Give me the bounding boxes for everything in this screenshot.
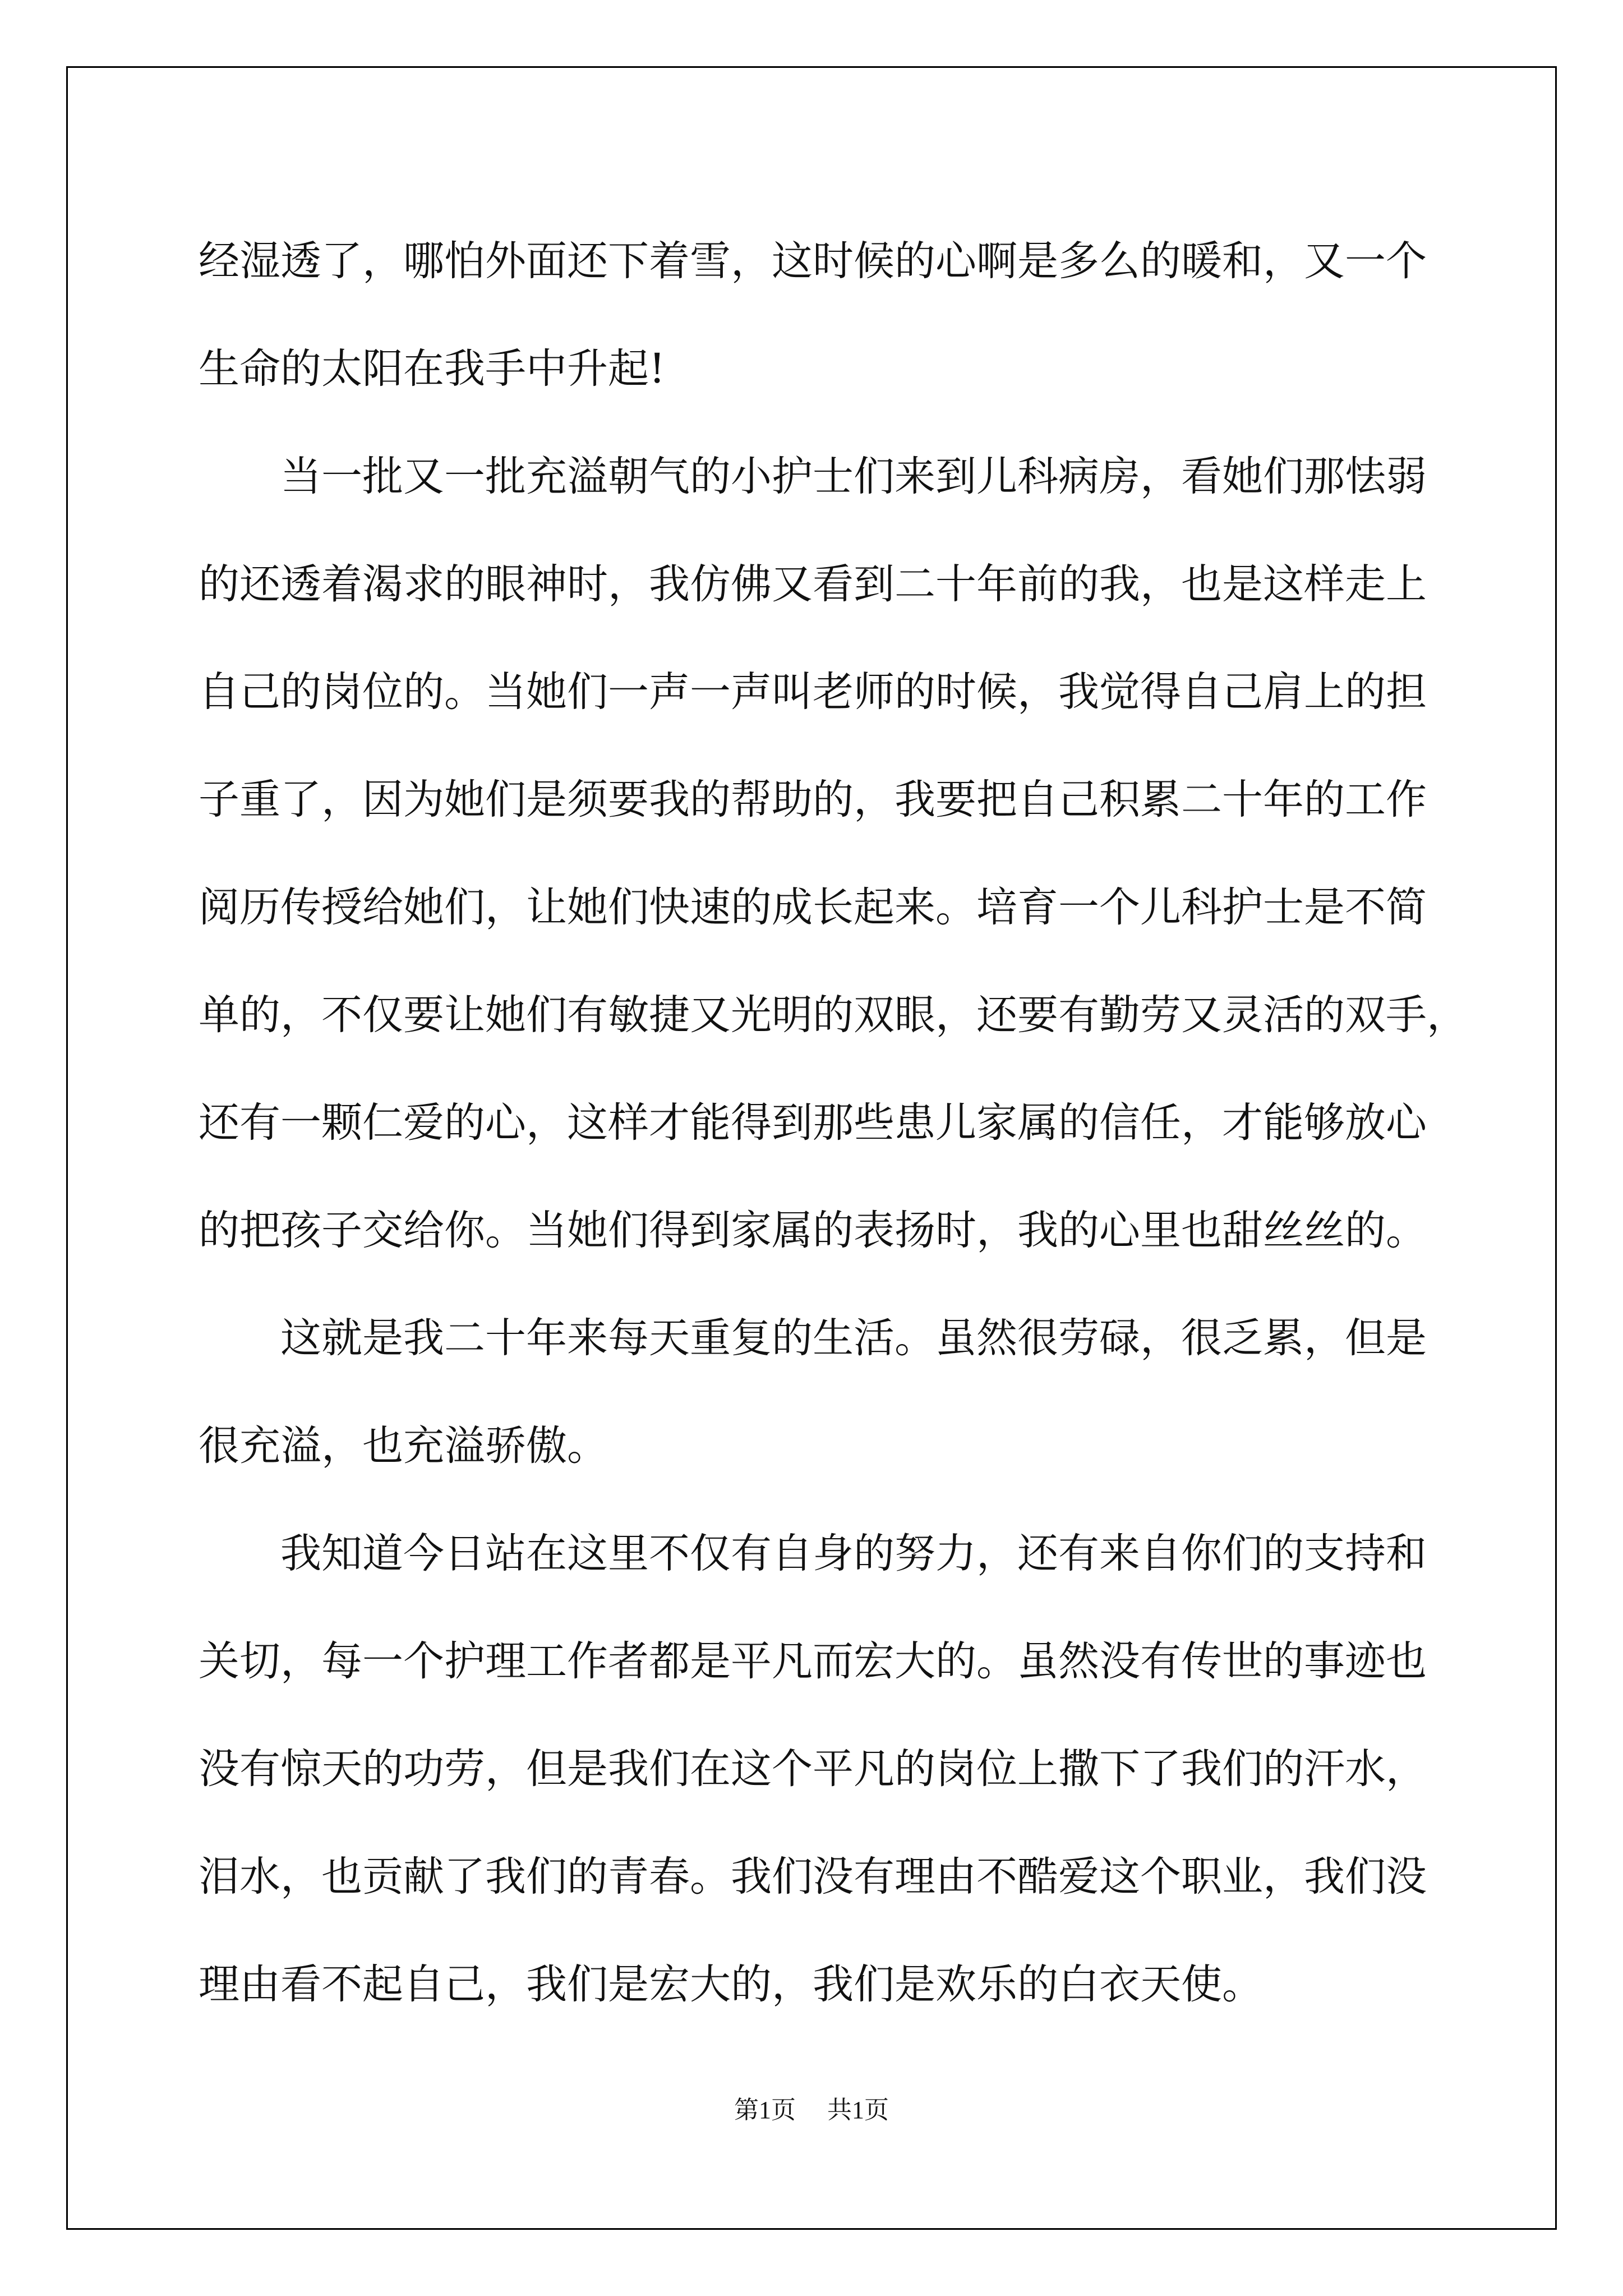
text-line: 这就是我二十年来每天重复的生活。虽然很劳碌，很乏累，但是 <box>280 1314 1427 1362</box>
text-line: 很充溢，也充溢骄傲。 <box>199 1422 608 1470</box>
text-line: 子重了，因为她们是须要我的帮助的，我要把自己积累二十年的工作 <box>199 776 1427 823</box>
text-line: 没有惊天的功劳，但是我们在这个平凡的岗位上撒下了我们的汗水， <box>199 1745 1427 1793</box>
text-line: 生命的太阳在我手中升起! <box>199 345 666 393</box>
paragraph <box>199 1285 1432 1500</box>
paragraph <box>199 208 1432 423</box>
document-body <box>199 208 1468 2039</box>
text-line: 的还透着渴求的眼神时，我仿佛又看到二十年前的我，也是这样走上 <box>199 560 1427 608</box>
text-line: 还有一颗仁爱的心，这样才能得到那些患儿家属的信任，才能够放心 <box>199 1099 1427 1147</box>
text-line: 当一批又一批充溢朝气的小护士们来到儿科病房，看她们那怯弱 <box>280 453 1427 500</box>
page-number: 第1页 <box>734 2096 796 2124</box>
text-line: 关切，每一个护理工作者都是平凡而宏大的。虽然没有传世的事迹也 <box>199 1637 1427 1685</box>
text-line: 的把孩子交给你。当她们得到家属的表扬时，我的心里也甜丝丝的。 <box>199 1207 1427 1254</box>
text-line: 单的，不仅要让她们有敏捷又光明的双眼，还要有勤劳又灵活的双手， <box>199 991 1468 1039</box>
text-line: 自己的岗位的。当她们一声一声叫老师的时候，我觉得自己肩上的担 <box>199 668 1427 716</box>
text-line: 经湿透了，哪怕外面还下着雪，这时候的心啊是多么的暖和，又一个 <box>199 237 1427 285</box>
page-total: 共1页 <box>827 2096 889 2124</box>
text-line: 阅历传授给她们，让她们快速的成长起来。培育一个儿科护士是不简 <box>199 884 1427 931</box>
text-line: 泪水，也贡献了我们的青春。我们没有理由不酷爱这个职业，我们没 <box>199 1853 1427 1901</box>
text-line: 我知道今日站在这里不仅有自身的努力，还有来自你们的支持和 <box>280 1530 1427 1577</box>
text-line: 理由看不起自己，我们是宏大的，我们是欢乐的白衣天使。 <box>199 1961 1263 2008</box>
paragraph <box>199 423 1468 1285</box>
paragraph <box>199 1500 1432 2039</box>
page-footer <box>0 2090 1623 2125</box>
